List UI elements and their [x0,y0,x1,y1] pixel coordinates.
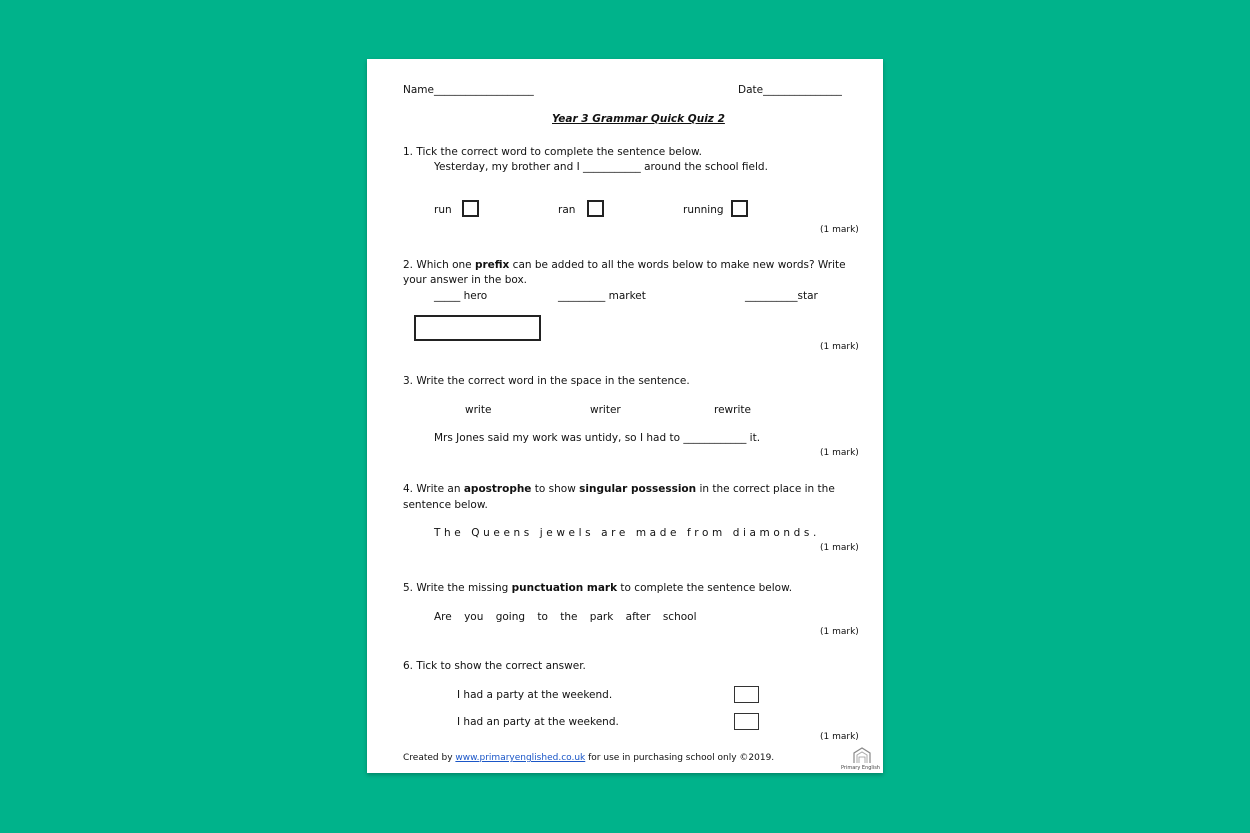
q5-sentence: Are you going to the park after school [434,611,697,623]
q2-answer-box[interactable] [414,315,541,341]
q2-prompt-line2: your answer in the box. [403,274,528,286]
q2-word-hero: _____ hero [434,290,488,302]
q2-word-star: __________star [745,290,818,302]
q2-word-market: _________ market [558,290,646,302]
q3-option-rewrite: rewrite [714,404,751,416]
q4-prompt: 4. Write an apostrophe to show singular possession in the correct place in the [403,483,835,495]
q6-mark: (1 mark) [820,732,859,742]
q1-checkbox-ran[interactable] [587,200,604,217]
q3-sentence: Mrs Jones said my work was untidy, so I had to ____________ it. [434,432,761,444]
q4-prompt-line2: sentence below. [403,499,488,511]
q1-option-running: running [683,204,724,216]
worksheet-page [367,59,883,773]
q1-checkbox-run[interactable] [462,200,479,217]
q3-option-writer: writer [590,404,621,416]
q6-checkbox-1[interactable] [734,686,759,703]
q3-mark: (1 mark) [820,448,859,458]
q4-mark: (1 mark) [820,543,859,553]
q1-option-run: run [434,204,452,216]
q3-option-write: write [465,404,492,416]
footer-credit: Created by www.primaryenglished.co.uk for use in purchasing school only ©2019. [403,753,775,763]
page-title: Year 3 Grammar Quick Quiz 2 [552,113,725,125]
logo-text: Primary English [841,765,880,771]
date-field: Date_______________ [738,84,842,96]
q5-prompt: 5. Write the missing punctuation mark to complete the sentence below. [403,582,793,594]
footer-link[interactable]: www.primaryenglished.co.uk [455,753,586,763]
q6-checkbox-2[interactable] [734,713,759,730]
q6-prompt: 6. Tick to show the correct answer. [403,660,586,672]
name-field: Name___________________ [403,84,534,96]
q1-sentence: Yesterday, my brother and I ___________ around the school field. [434,161,768,173]
q2-mark: (1 mark) [820,342,859,352]
q6-option-2: I had an party at the weekend. [457,716,619,728]
q1-mark: (1 mark) [820,225,859,235]
q1-prompt: 1. Tick the correct word to complete the sentence below. [403,146,703,158]
q3-prompt: 3. Write the correct word in the space in the sentence. [403,375,690,387]
q1-option-ran: ran [558,204,576,216]
q5-mark: (1 mark) [820,627,859,637]
q6-option-1: I had a party at the weekend. [457,689,613,701]
q1-checkbox-running[interactable] [731,200,748,217]
q2-prompt: 2. Which one prefix can be added to all the words below to make new words? Write [403,259,846,271]
q4-sentence: The Queens jewels are made from diamonds. [434,527,820,539]
